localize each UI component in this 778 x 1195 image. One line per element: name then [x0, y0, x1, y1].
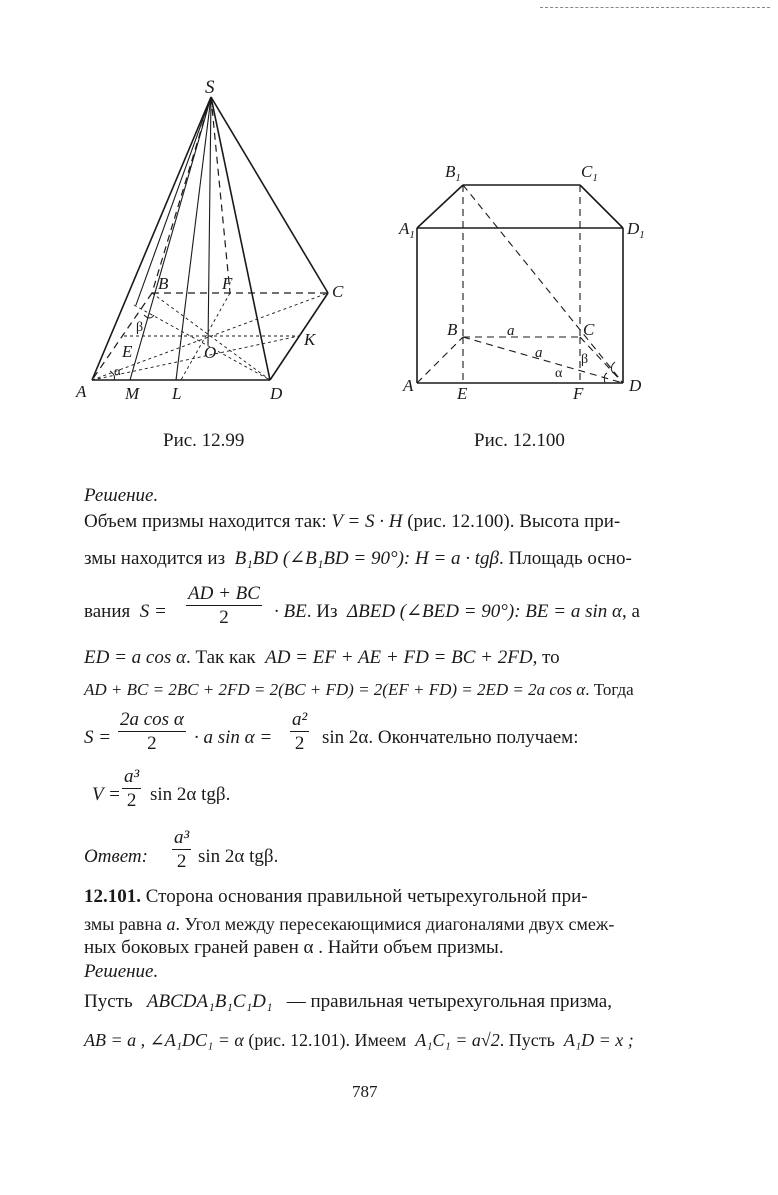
label-F: F	[222, 274, 233, 293]
fraction-a-squared: $\frac{\text{a²}}{2}$	[292, 709, 308, 754]
label-B1: $B_1$	[445, 162, 461, 184]
text-line-6-end: sin 2α. Окончательно получаем:	[322, 727, 579, 748]
text-line-q2: AB = a , ∠A₁DC₁ = α (рис. 12.101). Имеем A₁C₁ = a√2. Пусть A₁D = x ;	[84, 1030, 634, 1050]
page-number: 787	[352, 1082, 378, 1101]
edge-AB	[417, 337, 463, 383]
text-line-3-end: · BE. Из ΔBED (∠BED = 90°): BE = a sin α, а	[274, 601, 640, 622]
line-SM	[130, 97, 211, 380]
label-M: M	[125, 384, 140, 403]
label-C: C	[332, 282, 344, 301]
label-A: A	[76, 382, 87, 401]
text-line-6-mid: · a sin α =	[194, 727, 273, 748]
label-D1: $D_1$	[627, 219, 645, 241]
line-SF	[211, 97, 230, 293]
diag-AC	[92, 293, 328, 380]
label-D: D	[629, 376, 642, 395]
label-a-top: a	[507, 323, 515, 339]
text-line-1: Объем призмы находится так: V = S · H (рис. 12.100). Высота при-	[84, 511, 621, 532]
label-K: K	[304, 330, 316, 349]
line-SE	[136, 97, 211, 305]
prism-figure	[395, 155, 665, 405]
text-line-7-end: sin 2α tgβ.	[150, 784, 231, 805]
label-O: O	[204, 343, 217, 362]
edge-DC	[270, 293, 328, 380]
text-line-5: AD + BC = 2BC + 2FD = 2(BC + FD) = 2(EF + FD) = 2ED = 2a cos α. Тогда	[84, 680, 634, 699]
text-line-3-start: вания S =	[84, 601, 167, 622]
angle-beta-arc	[611, 362, 615, 373]
text-line-q1: Пусть ABCDA₁B₁C₁D₁ — правильная четырехугольная призма,	[84, 991, 612, 1012]
line-SO	[208, 97, 211, 345]
fraction-a-cubed: $\frac{\text{a³}}{2}$	[124, 766, 140, 811]
label-A1: $A_1$	[399, 219, 415, 241]
solution-label-2: Решение.	[84, 961, 159, 982]
edge-SD	[211, 97, 270, 380]
fraction-ad-plus-bc: $\frac{AD + BC}{2}$	[188, 583, 260, 628]
text-line-2: змы находится из B₁BD (∠B₁BD = 90°): H = a · tgβ. Площадь осно-	[84, 548, 632, 569]
pyramid-figure	[70, 75, 370, 410]
problem-number: 12.101.	[84, 886, 141, 907]
label-C1: $C_1$	[581, 162, 598, 184]
caption-fig-12-99: Рис. 12.99	[163, 430, 245, 451]
problem-line-2: змы равна a. Угол между пересекающимися диагоналями двух смеж-	[84, 914, 615, 934]
diag-B1D	[463, 185, 623, 383]
label-S: S	[205, 77, 215, 98]
answer-label: Ответ:	[84, 846, 148, 867]
top-edge-line	[540, 7, 770, 8]
edge-SC	[211, 97, 328, 293]
label-D: D	[270, 384, 283, 403]
answer-formula: sin 2α tgβ.	[198, 846, 279, 867]
label-C: C	[583, 320, 595, 339]
angle-beta: β	[136, 320, 144, 335]
label-B: B	[447, 320, 458, 339]
label-B: B	[158, 274, 169, 293]
text-line-6-start: S =	[84, 727, 112, 748]
label-A: A	[403, 376, 414, 395]
label-a: a	[535, 345, 543, 361]
angle-beta: β	[581, 352, 589, 367]
caption-fig-12-100: Рис. 12.100	[474, 430, 565, 451]
solution-label: Решение.	[84, 485, 159, 506]
angle-alpha: α	[555, 366, 563, 381]
label-L: L	[172, 384, 182, 403]
edge-C1D1	[580, 185, 623, 228]
edge-SB	[152, 97, 211, 293]
angle-alpha: α	[114, 363, 121, 378]
label-E: E	[122, 342, 133, 361]
text-line-7-start: V =	[92, 784, 121, 805]
diag-BD	[152, 293, 270, 380]
diag-BD	[463, 337, 623, 383]
label-E: E	[457, 384, 468, 403]
line-FL	[181, 293, 230, 380]
problem-line-1: 12.101. Сторона основания правильной четырехугольной при-	[84, 886, 588, 907]
problem-line-3: ных боковых граней равен α . Найти объем призмы.	[84, 937, 504, 958]
fraction-2acos: $\frac{\text{2a cos α}}{2}$	[120, 709, 184, 754]
edge-A1B1	[417, 185, 463, 228]
text-line-4: ED = a cos α. Так как AD = EF + AE + FD = BC + 2FD, то	[84, 647, 560, 668]
answer-fraction: $\frac{\text{a³}}{2}$	[174, 827, 190, 872]
label-F: F	[573, 384, 584, 403]
